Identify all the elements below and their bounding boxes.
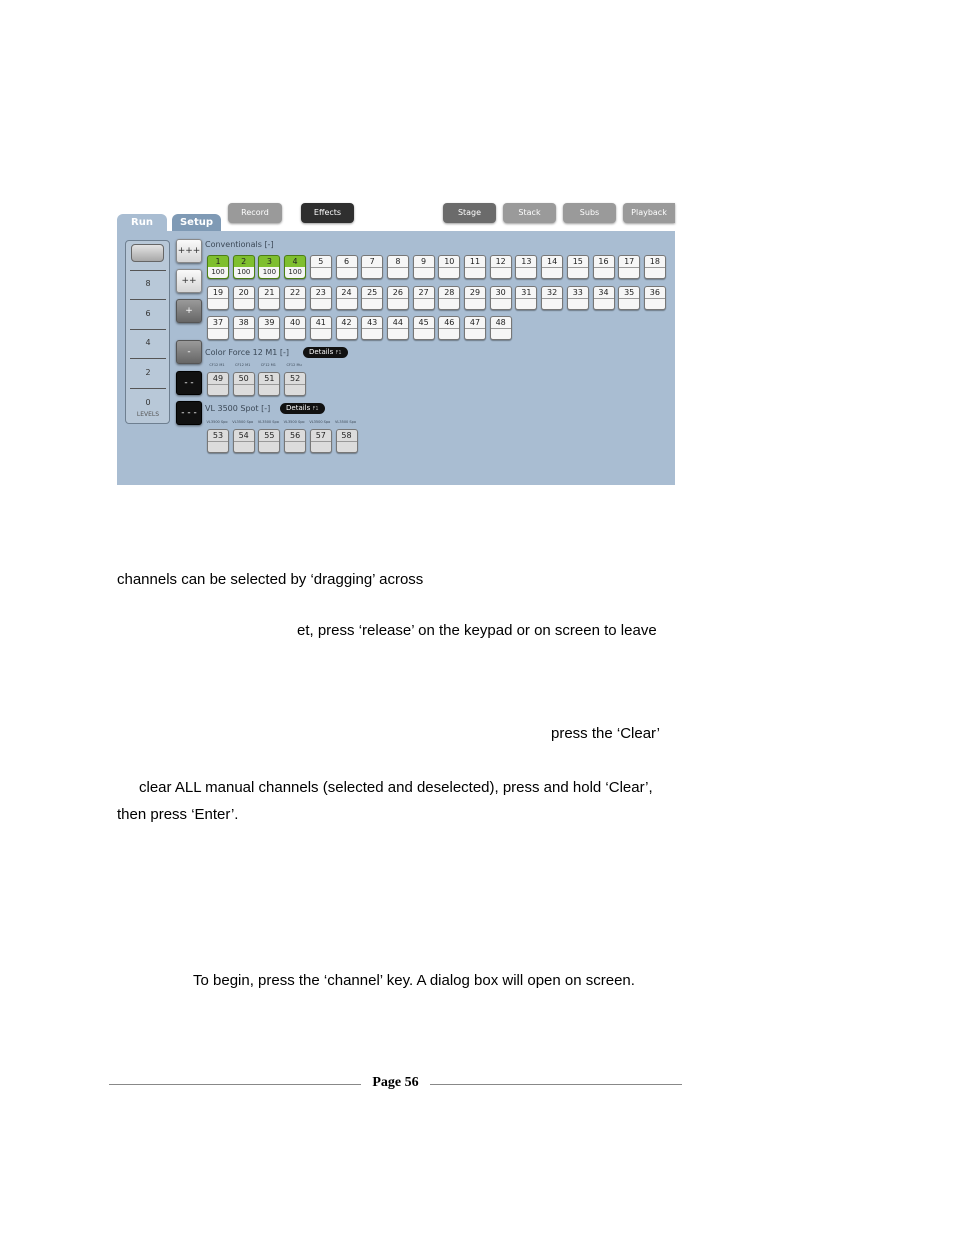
stack-button[interactable]: Stack [503,203,556,223]
channel-number: 3 [259,256,279,268]
channel-button-10[interactable] [438,255,460,279]
channel-number: 17 [619,256,639,268]
channel-level [311,267,331,278]
channel-button-37[interactable] [207,316,229,340]
channel-level [337,328,357,339]
console-screenshot [117,200,675,485]
channel-number: 54 [234,430,254,442]
level-minus2-button[interactable]: - - [176,371,202,395]
fixture-label: VL3500 Spo [283,420,305,424]
channel-level [234,328,254,339]
level-plus3-button[interactable]: +++ [176,239,202,263]
paragraph: press the ‘Clear’ [551,725,660,742]
channel-button-24[interactable] [336,286,358,310]
channel-button-34[interactable] [593,286,615,310]
levels-fader[interactable] [125,240,170,424]
channel-number: 52 [285,373,305,385]
channel-level [234,441,254,452]
channel-button-48[interactable] [490,316,512,340]
channel-level [259,328,279,339]
channel-level: 100 [259,267,279,278]
channel-button-14[interactable] [541,255,563,279]
page-number: Page 56 [372,1075,419,1090]
group-conventionals[interactable]: Conventionals [-] [205,240,274,249]
channel-number: 18 [645,256,665,268]
channel-number: 33 [568,287,588,299]
channel-number: 39 [259,317,279,329]
channel-number: 7 [362,256,382,268]
fixture-label: CF12 Mu [286,363,302,367]
channel-number: 40 [285,317,305,329]
channel-button-7[interactable] [361,255,383,279]
channel-button-56[interactable] [284,429,306,453]
tick-label: 2 [145,368,151,377]
tick [130,270,166,271]
channel-number: 19 [208,287,228,299]
tick-label: 6 [145,309,151,318]
channel-level [388,328,408,339]
channel-button-50[interactable] [233,372,255,396]
channel-number: 6 [337,256,357,268]
channel-number: 51 [259,373,279,385]
channel-number: 42 [337,317,357,329]
channel-level [465,267,485,278]
channel-level [465,298,485,309]
channel-level [414,267,434,278]
channel-level [208,384,228,395]
fixture-label: VL3500 Spo [206,420,228,424]
channel-button-28[interactable] [438,286,460,310]
channel-number: 11 [465,256,485,268]
channel-button-11[interactable] [464,255,486,279]
channel-number: 37 [208,317,228,329]
channel-level [491,328,511,339]
subs-button[interactable]: Subs [563,203,616,223]
channel-level [542,267,562,278]
channel-button-42[interactable] [336,316,358,340]
channel-button-47[interactable] [464,316,486,340]
channel-level [568,298,588,309]
fader-handle[interactable] [131,244,164,262]
channel-number: 4 [285,256,305,268]
channel-level [285,384,305,395]
paragraph: clear ALL manual channels (selected and deselected), press and hold ‘Clear’, [139,779,653,796]
channel-button-5[interactable] [310,255,332,279]
tab-setup[interactable]: Setup [172,214,221,232]
channel-button-51[interactable] [258,372,280,396]
channel-button-39[interactable] [258,316,280,340]
channel-button-2[interactable] [233,255,255,279]
tick-label: 4 [145,338,151,347]
channel-level [491,298,511,309]
channel-level [619,298,639,309]
channel-number: 15 [568,256,588,268]
channel-number: 26 [388,287,408,299]
channel-level: 100 [208,267,228,278]
channel-button-38[interactable] [233,316,255,340]
channel-button-30[interactable] [490,286,512,310]
details-button-colorforce[interactable]: Details F1 [303,347,348,358]
fixture-label: CF12 M1 [260,363,277,367]
channel-level [362,298,382,309]
channel-level [568,267,588,278]
channel-button-8[interactable] [387,255,409,279]
channel-button-26[interactable] [387,286,409,310]
channel-number: 31 [516,287,536,299]
footer-rule [430,1084,682,1085]
levels-label: LEVELS [136,411,160,418]
fixture-label: VL3500 Spo [309,420,331,424]
group-vl3500[interactable]: VL 3500 Spot [-] [205,404,271,413]
channel-button-22[interactable] [284,286,306,310]
channel-level [285,328,305,339]
channel-level [337,267,357,278]
channel-level [337,441,357,452]
paragraph: channels can be selected by ‘dragging’ across [117,571,424,588]
channel-level: 100 [285,267,305,278]
channel-level [594,267,614,278]
tick-label: 0 [145,398,151,407]
channel-number: 45 [414,317,434,329]
channel-number: 1 [208,256,228,268]
channel-level [439,298,459,309]
channel-button-15[interactable] [567,255,589,279]
channel-level [362,328,382,339]
channel-level [388,267,408,278]
channel-button-57[interactable] [310,429,332,453]
channel-level [259,441,279,452]
toolbar [117,200,675,231]
channel-level [285,441,305,452]
channel-level [311,441,331,452]
channel-number: 25 [362,287,382,299]
fixture-label: CF12 M1 [235,363,251,367]
channel-number: 47 [465,317,485,329]
channel-number: 35 [619,287,639,299]
tick-label: 8 [145,279,151,288]
footer-rule [109,1084,361,1085]
fixture-label: CF12 M1 [209,363,225,367]
channel-button-46[interactable] [438,316,460,340]
tick [130,329,166,330]
level-plus2-button[interactable]: ++ [176,269,202,293]
channel-number: 57 [311,430,331,442]
channel-button-9[interactable] [413,255,435,279]
channel-button-1[interactable] [207,255,229,279]
channel-number: 38 [234,317,254,329]
channel-number: 48 [491,317,511,329]
channel-level [439,267,459,278]
channel-button-32[interactable] [541,286,563,310]
channel-button-4[interactable] [284,255,306,279]
channel-button-17[interactable] [618,255,640,279]
channel-number: 9 [414,256,434,268]
fixture-label: VL3500 Spo [232,420,254,424]
channel-button-16[interactable] [593,255,615,279]
channel-level [439,328,459,339]
channel-level [208,441,228,452]
channel-button-33[interactable] [567,286,589,310]
channel-button-36[interactable] [644,286,666,310]
group-colorforce[interactable]: Color Force 12 M1 [-] [205,348,290,357]
channel-level [208,328,228,339]
channel-number: 28 [439,287,459,299]
channel-level [259,298,279,309]
channel-number: 32 [542,287,562,299]
channel-button-35[interactable] [618,286,640,310]
tick [130,299,166,300]
channel-number: 13 [516,256,536,268]
channel-button-55[interactable] [258,429,280,453]
channel-number: 55 [259,430,279,442]
channel-number: 43 [362,317,382,329]
channel-button-31[interactable] [515,286,537,310]
channel-number: 58 [337,430,357,442]
channel-button-41[interactable] [310,316,332,340]
level-minus1-button[interactable]: - [176,340,202,364]
channel-number: 44 [388,317,408,329]
channel-button-40[interactable] [284,316,306,340]
channel-button-52[interactable] [284,372,306,396]
channel-level [311,298,331,309]
channel-level [234,384,254,395]
channel-button-44[interactable] [387,316,409,340]
paragraph: et, press ‘release’ on the keypad or on screen to leave [297,622,657,639]
channel-level [645,298,665,309]
channel-number: 27 [414,287,434,299]
channel-level [594,298,614,309]
channel-number: 8 [388,256,408,268]
channel-number: 22 [285,287,305,299]
channel-number: 24 [337,287,357,299]
channel-button-49[interactable] [207,372,229,396]
channel-level [619,267,639,278]
channel-number: 30 [491,287,511,299]
channel-level [311,328,331,339]
tick [130,388,166,389]
channel-level [285,298,305,309]
channel-number: 20 [234,287,254,299]
channel-number: 53 [208,430,228,442]
channel-button-18[interactable] [644,255,666,279]
channel-button-58[interactable] [336,429,358,453]
channel-number: 50 [234,373,254,385]
channel-number: 34 [594,287,614,299]
channel-button-45[interactable] [413,316,435,340]
channel-level [234,298,254,309]
channel-level: 100 [234,267,254,278]
channel-button-6[interactable] [336,255,358,279]
channel-level [542,298,562,309]
channel-number: 14 [542,256,562,268]
level-minus3-button[interactable]: - - - [176,401,202,425]
channel-number: 10 [439,256,459,268]
channel-button-13[interactable] [515,255,537,279]
channel-button-19[interactable] [207,286,229,310]
channel-button-29[interactable] [464,286,486,310]
fixture-label: VL3500 Spo [257,420,279,424]
channel-level [208,298,228,309]
channel-number: 2 [234,256,254,268]
channel-button-12[interactable] [490,255,512,279]
channel-number: 23 [311,287,331,299]
channel-level [337,298,357,309]
channel-level [516,267,536,278]
fixture-label: VL3500 Spo [335,420,356,424]
channel-button-54[interactable] [233,429,255,453]
channel-panel [117,231,675,485]
channel-level [516,298,536,309]
channel-button-53[interactable] [207,429,229,453]
channel-level [414,328,434,339]
paragraph: To begin, press the ‘channel’ key. A dialog box will open on screen. [193,972,635,989]
channel-button-3[interactable] [258,255,280,279]
channel-number: 56 [285,430,305,442]
details-button-vl3500[interactable]: Details F1 [280,403,325,414]
channel-number: 29 [465,287,485,299]
tick [130,358,166,359]
channel-button-23[interactable] [310,286,332,310]
channel-level [491,267,511,278]
channel-number: 21 [259,287,279,299]
level-plus1-button[interactable]: + [176,299,202,323]
effects-button[interactable]: Effects [301,203,354,223]
channel-number: 49 [208,373,228,385]
channel-number: 12 [491,256,511,268]
channel-level [259,384,279,395]
channel-level [362,267,382,278]
channel-button-25[interactable] [361,286,383,310]
channel-number: 36 [645,287,665,299]
channel-level [388,298,408,309]
channel-number: 16 [594,256,614,268]
channel-button-27[interactable] [413,286,435,310]
stage-button[interactable]: Stage [443,203,496,223]
channel-level [414,298,434,309]
channel-level [645,267,665,278]
record-button[interactable]: Record [228,203,282,223]
channel-number: 46 [439,317,459,329]
channel-button-43[interactable] [361,316,383,340]
paragraph: then press ‘Enter’. [117,806,239,823]
tab-run[interactable]: Run [117,214,167,232]
channel-button-21[interactable] [258,286,280,310]
channel-button-20[interactable] [233,286,255,310]
channel-number: 5 [311,256,331,268]
channel-level [465,328,485,339]
playback-button[interactable]: Playback [623,203,675,223]
channel-number: 41 [311,317,331,329]
